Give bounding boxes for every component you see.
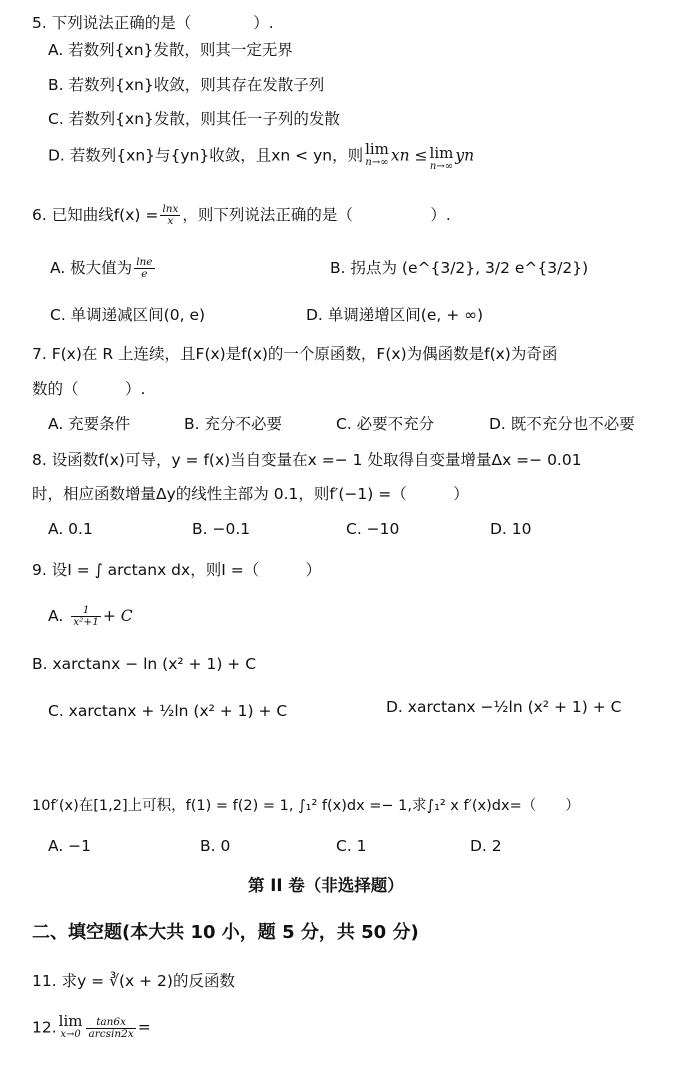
- q6-fraction: [160, 204, 180, 227]
- frac-num: 1: [71, 605, 101, 617]
- q5-d-lim1: [365, 142, 389, 170]
- q7-option-a: A. 充要条件: [48, 415, 131, 433]
- q6-option-a: [50, 257, 157, 280]
- frac-den: x²+1: [73, 616, 99, 628]
- q5-option-c: C. 若数列{xn}发散，则其任一子列的发散: [48, 110, 340, 128]
- q7-option-c: C. 必要不充分: [336, 415, 435, 433]
- q6-option-d: D. 单调递增区间(e, + ∞): [306, 306, 484, 324]
- lim-sub: n→∞: [365, 157, 389, 168]
- lim-word: lim: [58, 1012, 83, 1030]
- section-title: 第 II 卷（非选择题）: [248, 876, 404, 895]
- frac-num: lnx: [162, 203, 179, 215]
- q10-stem: 10f′(x)在[1,2]上可积，f(1) = f(2) = 1, ∫₁² f(x)dx =− 1,求∫₁² x f′(x)dx=（ ）: [32, 798, 580, 814]
- q8-line2: 时，相应函数增量Δy的线性主部为 0.1，则f′(−1) =（ ）: [32, 485, 469, 503]
- q9-option-c: C. xarctanx + ½ln (x² + 1) + C: [48, 702, 288, 720]
- q12-lim: [59, 1014, 83, 1042]
- q8-option-d: D. 10: [490, 520, 532, 538]
- q10-option-a: A. −1: [48, 837, 92, 855]
- q5-stem: 5. 下列说法正确的是（ ）.: [32, 14, 274, 32]
- frac-den: arcsin2x: [88, 1027, 134, 1040]
- q7-line2: 数的（ ）.: [32, 380, 146, 398]
- q12-equals: =: [137, 1018, 151, 1037]
- q5-option-a: A. 若数列{xn}发散，则其一定无界: [48, 41, 293, 59]
- q8-option-a: A. 0.1: [48, 520, 93, 538]
- q12-label: 12.: [32, 1018, 57, 1037]
- q10-option-d: D. 2: [470, 837, 502, 855]
- q5-d-mid: xn ≤: [390, 146, 428, 165]
- lim-sub: n→∞: [429, 161, 454, 172]
- q6-stem-pre: 6. 已知曲线f(x) =: [32, 206, 159, 224]
- q9-option-a: [48, 605, 133, 628]
- q6-option-b: B. 拐点为 (e^{3/2}, 3/2 e^{3/2}): [330, 259, 589, 277]
- q6-a-text: A. 极大值为: [50, 259, 133, 277]
- q9-stem: 9. 设I = ∫ arctanx dx，则I =（ ）: [32, 561, 322, 579]
- q9-a-fraction: [71, 605, 101, 628]
- q7-option-b: B. 充分不必要: [184, 415, 282, 433]
- frac-num: tan6x: [86, 1017, 135, 1029]
- q5-d-text: D. 若数列{xn}与{yn}收敛，且xn < yn，则: [48, 146, 364, 165]
- q9-option-b: B. xarctanx − ln (x² + 1) + C: [32, 655, 257, 673]
- frac-den: x: [167, 215, 174, 227]
- q6-stem: [32, 204, 451, 227]
- q11-stem: 11. 求y = ∛(x + 2)的反函数: [32, 972, 235, 990]
- lim-word: lim: [365, 140, 389, 158]
- q7-line1: 7. F(x)在 R 上连续，且F(x)是f(x)的一个原函数，F(x)为偶函数是f(x)为奇函: [32, 345, 558, 363]
- q9-a-label: A.: [48, 607, 64, 625]
- frac-den: e: [141, 268, 148, 280]
- q5-option-d: [48, 138, 474, 174]
- q9-option-d: D. xarctanx −½ln (x² + 1) + C: [386, 698, 622, 716]
- q9-a-post: + C: [102, 607, 133, 625]
- q8-option-b: B. −0.1: [192, 520, 251, 538]
- q12-fraction: [86, 1017, 135, 1040]
- q6-stem-post: ，则下列说法正确的是（ ）.: [182, 206, 451, 224]
- lim-sub: x→0: [60, 1029, 81, 1040]
- q8-option-c: C. −10: [346, 520, 400, 538]
- q6-a-fraction: [134, 257, 154, 280]
- part-title: 二、填空题(本大共 10 小，题 5 分，共 50 分): [32, 922, 419, 943]
- q5-option-b: B. 若数列{xn}收敛，则其存在发散子列: [48, 76, 325, 94]
- q7-option-d: D. 既不充分也不必要: [489, 415, 635, 433]
- q5-d-lim2: [430, 146, 454, 174]
- q6-option-c: C. 单调递减区间(0, e): [50, 306, 206, 324]
- q5-d-post: yn: [455, 146, 475, 165]
- q12-stem: [32, 1014, 151, 1042]
- q10-option-b: B. 0: [200, 837, 231, 855]
- q8-line1: 8. 设函数f(x)可导，y = f(x)当自变量在x =− 1 处取得自变量增量Δx =− 0.01: [32, 451, 582, 469]
- lim-word: lim: [429, 144, 454, 162]
- q10-option-c: C. 1: [336, 837, 367, 855]
- frac-num: lne: [136, 256, 153, 268]
